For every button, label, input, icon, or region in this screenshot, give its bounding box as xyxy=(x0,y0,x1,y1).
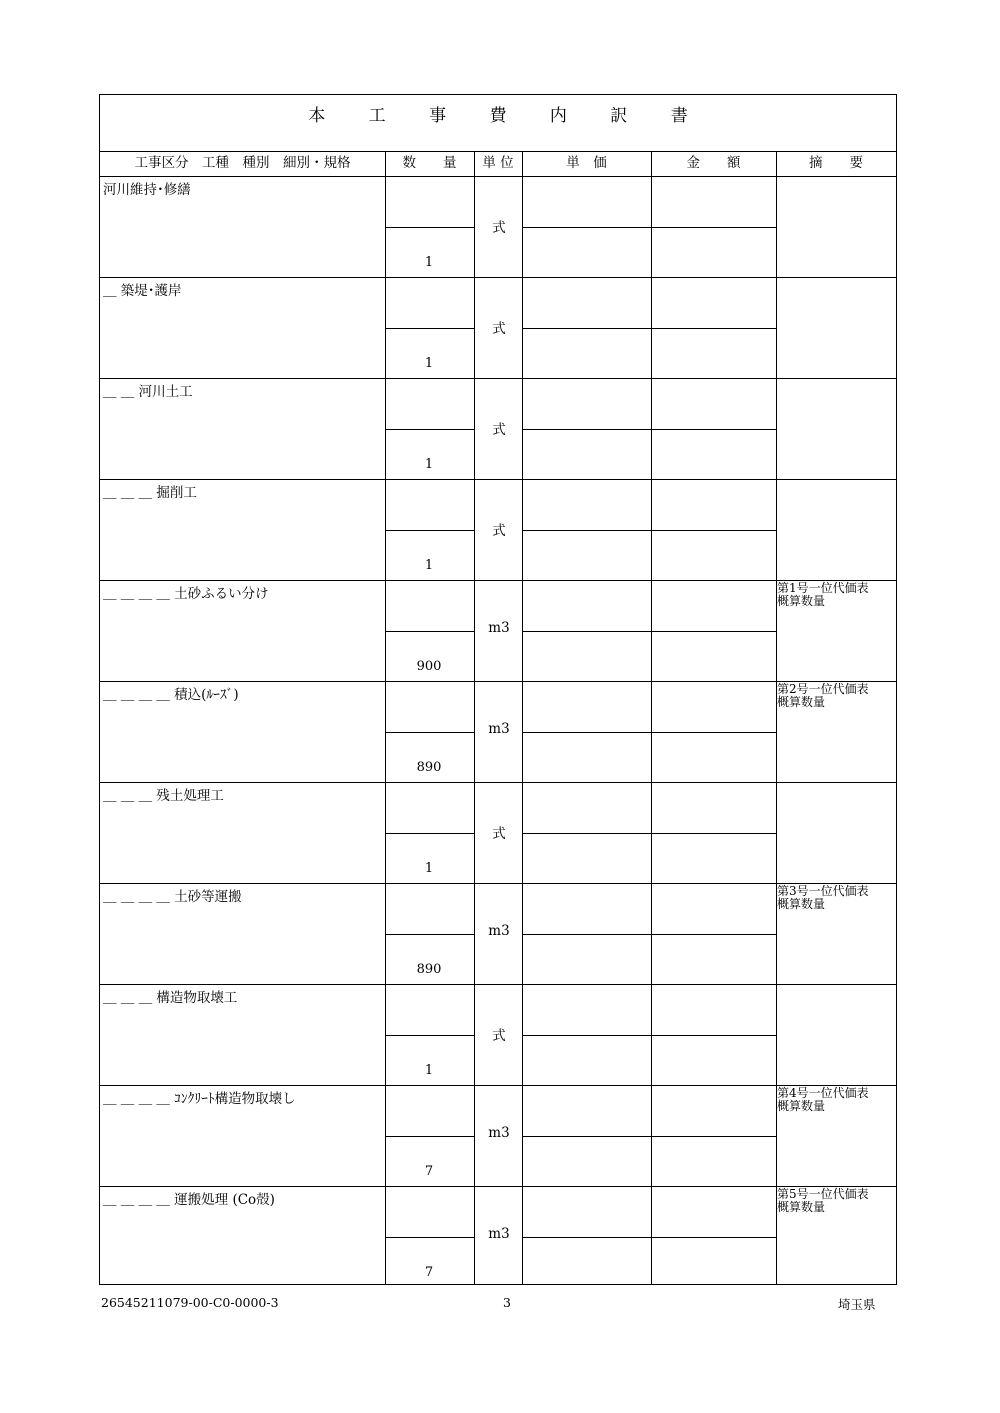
header-unit-price: 単 価 xyxy=(566,155,607,171)
remarks-line: 第5号一位代価表 xyxy=(777,1187,869,1201)
document-title: 本 工 事 費 内 訳 書 xyxy=(308,106,707,126)
remarks-line: 第2号一位代価表 xyxy=(777,682,869,696)
table-row xyxy=(100,1086,896,1187)
quantity-value: 890 xyxy=(416,962,442,977)
remarks-text xyxy=(777,683,869,709)
remarks-text xyxy=(777,885,869,911)
quantity-value: 1 xyxy=(424,1063,434,1078)
header-remarks: 摘 要 xyxy=(809,155,863,171)
amount-divider xyxy=(651,227,776,228)
amount-divider xyxy=(651,1237,776,1238)
remarks-line: 概算数量 xyxy=(777,1200,826,1214)
unit-value: 式 xyxy=(492,422,506,438)
remarks-text xyxy=(777,1087,869,1113)
item-name: ＿ ＿ ＿ ＿ 土砂等運搬 xyxy=(103,889,242,905)
unit-value: 式 xyxy=(492,826,506,842)
quantity-divider xyxy=(385,732,474,733)
item-name: ＿ ＿ ＿ 残土処理工 xyxy=(103,788,224,804)
unit-value: m3 xyxy=(488,721,510,737)
amount-divider xyxy=(651,631,776,632)
document-code: 26545211079-00-C0-0000-3 xyxy=(101,1295,279,1310)
remarks-line: 概算数量 xyxy=(777,1099,826,1113)
unit-price-divider xyxy=(522,429,651,430)
unit-value: 式 xyxy=(492,523,506,539)
remarks-line: 概算数量 xyxy=(777,695,826,709)
table-row xyxy=(100,884,896,985)
header-unit: 単 位 xyxy=(482,155,514,171)
unit-price-divider xyxy=(522,833,651,834)
header-amount: 金 額 xyxy=(686,155,741,171)
amount-divider xyxy=(651,1035,776,1036)
item-name: 河川維持･修繕 xyxy=(103,182,191,198)
quantity-divider xyxy=(385,328,474,329)
table-row xyxy=(100,379,896,480)
prefecture-label: 埼玉県 xyxy=(838,1297,876,1312)
unit-value: m3 xyxy=(488,1125,510,1141)
unit-value: 式 xyxy=(492,321,506,337)
quantity-divider xyxy=(385,530,474,531)
unit-price-divider xyxy=(522,631,651,632)
table-row xyxy=(100,985,896,1086)
header-item: 工事区分 工種 種別 細別・規格 xyxy=(134,155,351,171)
quantity-divider xyxy=(385,631,474,632)
item-name: ＿ ＿ ＿ ＿ 運搬処理 (Co殻) xyxy=(103,1192,275,1208)
quantity-value: 1 xyxy=(424,558,434,573)
quantity-divider xyxy=(385,1237,474,1238)
table-row xyxy=(100,783,896,884)
unit-price-divider xyxy=(522,934,651,935)
table-row xyxy=(100,581,896,682)
table-row xyxy=(100,1187,896,1288)
quantity-value: 7 xyxy=(424,1265,434,1280)
quantity-divider xyxy=(385,1035,474,1036)
unit-price-divider xyxy=(522,1136,651,1137)
amount-divider xyxy=(651,530,776,531)
unit-value: 式 xyxy=(492,1028,506,1044)
remarks-line: 第1号一位代価表 xyxy=(777,581,869,595)
unit-value: m3 xyxy=(488,923,510,939)
remarks-line: 第4号一位代価表 xyxy=(777,1086,869,1100)
unit-price-divider xyxy=(522,1035,651,1036)
quantity-divider xyxy=(385,934,474,935)
item-name: ＿ ＿ ＿ 掘削工 xyxy=(103,485,197,501)
remarks-line: 第3号一位代価表 xyxy=(777,884,869,898)
table-row xyxy=(100,682,896,783)
quantity-value: 1 xyxy=(424,356,434,371)
quantity-value: 7 xyxy=(424,1164,434,1179)
unit-value: 式 xyxy=(492,220,506,236)
item-name: ＿ ＿ ＿ ＿ 積込(ﾙｰｽﾞ) xyxy=(103,687,239,703)
item-name: ＿ ＿ ＿ ＿ 土砂ふるい分け xyxy=(103,586,269,602)
estimate-sheet xyxy=(99,94,897,1285)
table-row xyxy=(100,177,896,278)
quantity-divider xyxy=(385,833,474,834)
quantity-value: 1 xyxy=(424,255,434,270)
unit-price-divider xyxy=(522,227,651,228)
remarks-text xyxy=(777,582,869,608)
header-quantity: 数 量 xyxy=(402,155,457,171)
quantity-value: 890 xyxy=(416,760,442,775)
title-row xyxy=(100,95,896,152)
unit-value: m3 xyxy=(488,620,510,636)
item-name: ＿ ＿ ＿ ＿ ｺﾝｸﾘｰﾄ構造物取壊し xyxy=(103,1091,296,1107)
page-number: 3 xyxy=(503,1295,511,1310)
amount-divider xyxy=(651,732,776,733)
unit-price-divider xyxy=(522,328,651,329)
amount-divider xyxy=(651,328,776,329)
remarks-text xyxy=(777,1188,869,1214)
quantity-divider xyxy=(385,1136,474,1137)
quantity-divider xyxy=(385,227,474,228)
unit-price-divider xyxy=(522,1237,651,1238)
item-name: ＿ ＿ ＿ 構造物取壊工 xyxy=(103,990,238,1006)
quantity-value: 1 xyxy=(424,457,434,472)
item-name: ＿ ＿ 河川土工 xyxy=(103,384,193,400)
item-name: ＿ 築堤･護岸 xyxy=(103,283,182,299)
amount-divider xyxy=(651,429,776,430)
quantity-value: 1 xyxy=(424,861,434,876)
quantity-divider xyxy=(385,429,474,430)
quantity-value: 900 xyxy=(416,659,442,674)
table-row xyxy=(100,480,896,581)
table-row xyxy=(100,278,896,379)
unit-price-divider xyxy=(522,530,651,531)
unit-price-divider xyxy=(522,732,651,733)
amount-divider xyxy=(651,1136,776,1137)
amount-divider xyxy=(651,934,776,935)
unit-value: m3 xyxy=(488,1226,510,1242)
remarks-line: 概算数量 xyxy=(777,594,826,608)
amount-divider xyxy=(651,833,776,834)
remarks-line: 概算数量 xyxy=(777,897,826,911)
